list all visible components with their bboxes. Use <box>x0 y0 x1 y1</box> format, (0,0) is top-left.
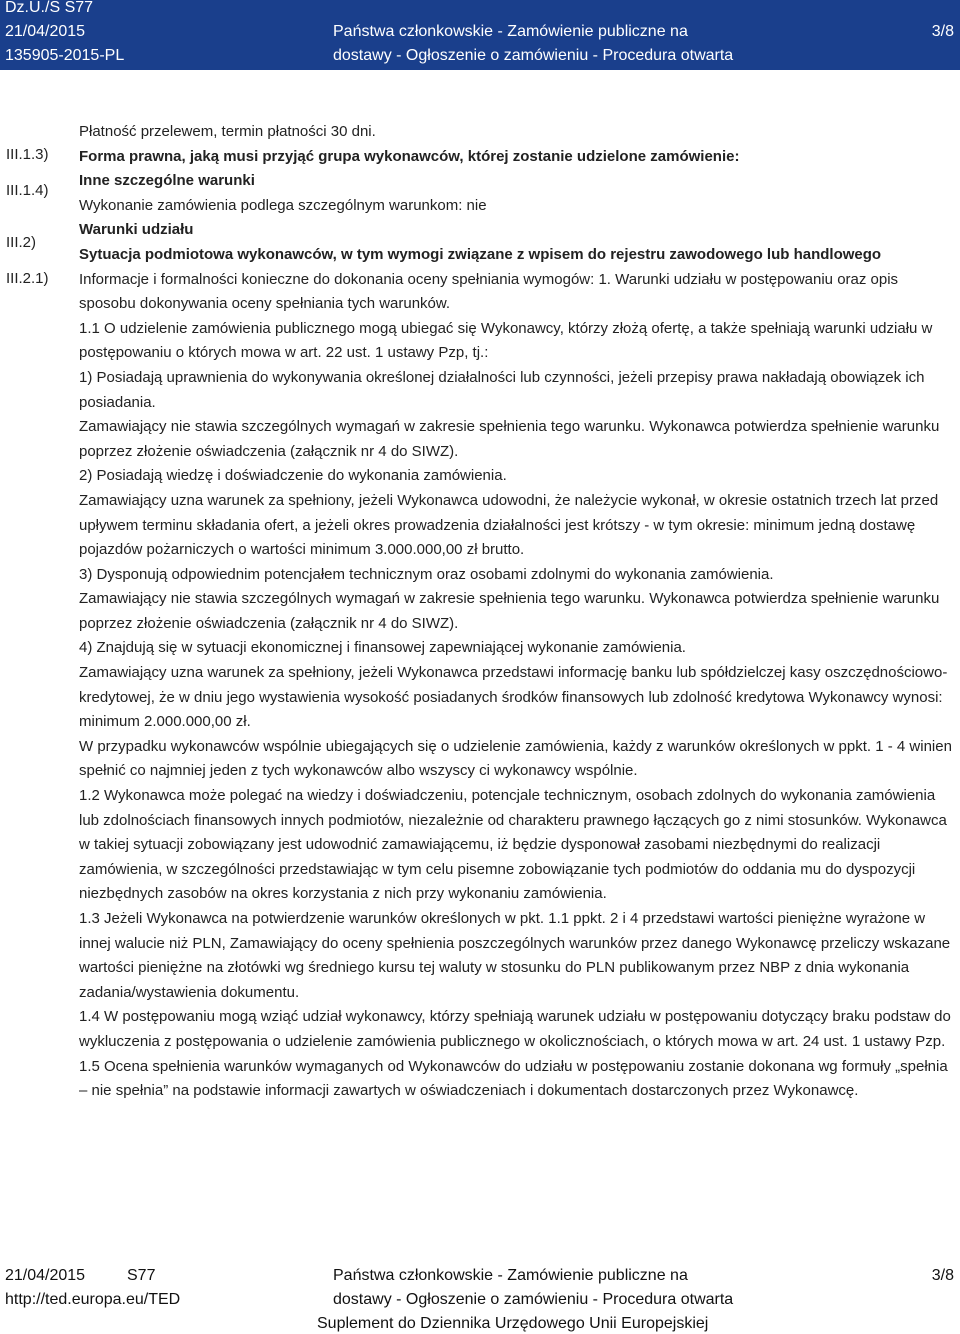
footer-date: 21/04/2015 <box>5 1267 86 1284</box>
header-journal-ref: Dz.U./S S77 <box>5 0 94 16</box>
body-paragraph: W przypadku wykonawców wspólnie ubiegających się o udzielenie zamówienia, każdy z warunków określonych w ppkt. 1 - 4 winien spełnić co najmniej jeden z tych wykonawców albo wszyscy ci wykonawcy wspólnie. <box>79 737 952 780</box>
body-paragraph: Informacje i formalności konieczne do dokonania oceny spełniania wymogów: 1. Warunki udziału w postępowaniu oraz opis sposobu dokonywania oceny spełniania tych warunków. <box>79 270 899 313</box>
body-paragraph: 1) Posiadają uprawnienia do wykonywania określonej działalności lub czynności, jeżeli przepisy prawa nakładają obowiązek ich posiadania. <box>79 368 925 411</box>
header-band <box>0 0 960 70</box>
body-paragraph: Wykonanie zamówienia podlega szczególnym warunkom: nie <box>79 196 487 214</box>
body-paragraph: 1.4 W postępowaniu mogą wziąć udział wykonawcy, którzy spełniają warunek udziału w postępowaniu dotyczący braku podstaw do wykluczenia z postępowania o udzielenie zamówienia publicznego w okolicznościach, o których mowa w art. 24 ust. 1 ustawy Pzp. <box>79 1008 951 1050</box>
section-label-iii-1-4: III.1.4) <box>6 182 49 199</box>
header-page-number: 3/8 <box>931 23 954 40</box>
footer-category-line1: Państwa członkowskie - Zamówienie publiczne na <box>333 1267 688 1284</box>
body-paragraph: Zamawiający uzna warunek za spełniony, jeżeli Wykonawca udowodni, że należycie wykonał, w okresie ostatnich trzech lat przed upływem terminu składania ofert, a jeżeli okres prowadzenia działalności jest krótszy - w tym okresie: minimum jedną dostawę pojazdów pożarniczych o wartości minimum 3.000.000,00 zł brutto. <box>79 491 939 559</box>
document-body <box>79 120 955 1104</box>
footer-page-number: 3/8 <box>931 1267 954 1284</box>
body-paragraph: Płatność przelewem, termin płatności 30 dni. <box>79 123 376 140</box>
section-heading-participation: Warunki udziału <box>79 221 194 239</box>
body-paragraph: 1.1 O udzielenie zamówienia publicznego mogą ubiegać się Wykonawcy, którzy złożą ofertę, a także spełniają warunki udziału w postępowaniu o których mowa w art. 22 ust. 1 ustawy Pzp, tj.: <box>79 319 933 362</box>
header-notice-id: 135905-2015-PL <box>5 47 125 64</box>
body-paragraph: Zamawiający nie stawia szczególnych wymagań w zakresie spełnienia tego warunku. Wykonawca potwierdza spełnienie warunku poprzez złożenie oświadczenia (załącznik nr 4 do SIWZ). <box>79 418 940 460</box>
section-label-iii-1-3: III.1.3) <box>6 146 49 163</box>
section-heading-legal-form: Forma prawna, jaką musi przyjąć grupa wykonawców, której zostanie udzielone zamówienie: <box>79 147 740 165</box>
footer <box>0 1258 960 1334</box>
footer-series: S77 <box>127 1267 156 1284</box>
body-paragraph: Zamawiający nie stawia szczególnych wymagań w zakresie spełnienia tego warunku. Wykonawca potwierdza spełnienie warunku poprzez złożenie oświadczenia (załącznik nr 4 do SIWZ). <box>79 590 940 632</box>
body-paragraph: Zamawiający uzna warunek za spełniony, jeżeli Wykonawca przedstawi informację banku lub spółdzielczej kasy oszczędnościowo-kredytowej, że w dniu jego wystawienia wysokość posiadanych środków finansowych lub zdolność kredytowa Wykonawcy wynosi: minimum 2.000.000,00 zł. <box>79 664 948 731</box>
header-category-line1: Państwa członkowskie - Zamówienie publiczne na <box>333 23 688 40</box>
header-date: 21/04/2015 <box>5 23 86 40</box>
section-label-iii-2-1: III.2.1) <box>6 270 49 287</box>
body-paragraph: 3) Dysponują odpowiednim potencjałem technicznym oraz osobami zdolnymi do wykonania zamówienia. <box>79 565 774 583</box>
body-paragraph: 2) Posiadają wiedzę i doświadczenie do wykonania zamówienia. <box>79 467 507 485</box>
header-category-line2: dostawy - Ogłoszenie o zamówieniu - Procedura otwarta <box>333 47 734 64</box>
footer-category-line2: dostawy - Ogłoszenie o zamówieniu - Procedura otwarta <box>333 1291 734 1308</box>
footer-url-link[interactable]: http://ted.europa.eu/TED <box>5 1291 181 1308</box>
body-paragraph: 4) Znajdują się w sytuacji ekonomicznej i finansowej zapewniającej wykonanie zamówienia. <box>79 639 686 657</box>
section-heading-personal-situation: Sytuacja podmiotowa wykonawców, w tym wymogi związane z wpisem do rejestru zawodowego lub handlowego <box>79 245 882 263</box>
section-heading-other-conditions: Inne szczególne warunki <box>79 172 255 190</box>
section-label-iii-2: III.2) <box>6 234 37 251</box>
body-paragraph: 1.5 Ocena spełnienia warunków wymaganych od Wykonawców do udziału w postępowaniu zostanie dokonana wg formuły „spełnia – nie spełnia” na podstawie informacji zawartych w oświadczeniach i dokumentach dostarczonych przez Wykonawcę. <box>79 1057 948 1100</box>
body-paragraph: 1.3 Jeżeli Wykonawca na potwierdzenie warunków określonych w pkt. 1.1 ppkt. 2 i 4 przedstawi wartości pieniężne wyrażone w innej walucie niż PLN, Zamawiający do oceny spełnienia poszczególnych warunków przez danego Wykonawcę przeliczy wskazane wartości pieniężne na złotówki wg średniego kursu tej waluty w stosunku do PLN publikowanym przez NBP z dnia wykonania zadania/wystawienia dokumentu. <box>79 910 951 1001</box>
footer-supplement: Suplement do Dziennika Urzędowego Unii Europejskiej <box>317 1315 709 1332</box>
body-paragraph: 1.2 Wykonawca może polegać na wiedzy i doświadczeniu, potencjale technicznym, osobach zdolnych do wykonania zamówienia lub zdolnościach finansowych innych podmiotów, niezależnie od charakteru prawnego łączących go z nimi stosunków. Wykonawca w takiej sytuacji zobowiązany jest udowodnić zamawiającemu, iż będzie dysponował zasobami niezbędnymi do realizacji zamówienia, w szczególności przedstawiając w tym celu pisemne zobowiązanie tych podmiotów do oddania mu do dyspozycji niezbędnych zasobów na okres korzystania z nich przy wykonaniu zamówienia. <box>79 787 947 903</box>
